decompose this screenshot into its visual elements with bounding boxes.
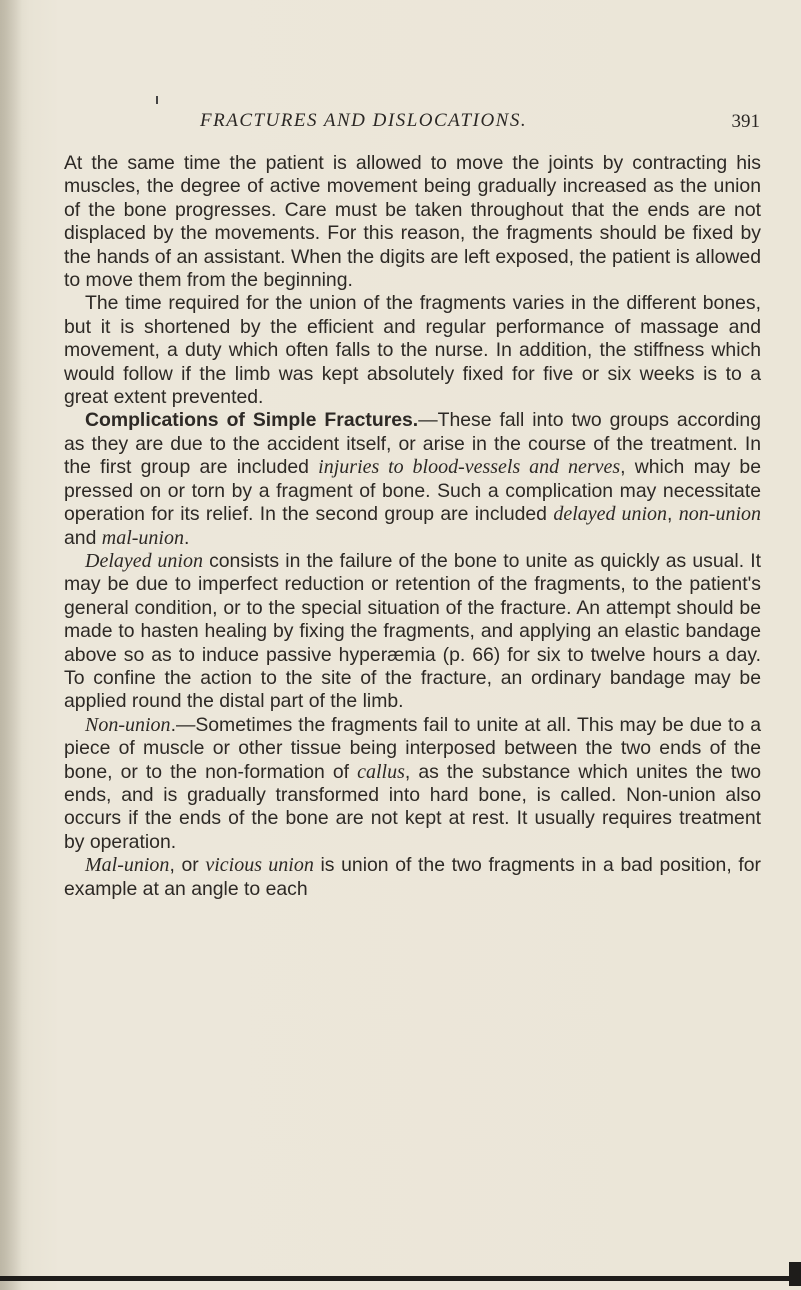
paragraph [64, 714, 761, 854]
text-run: , [667, 503, 679, 526]
italic-term: delayed union [553, 503, 668, 526]
italic-term: Delayed union [85, 549, 203, 572]
text-run: and [64, 526, 102, 549]
text-run: , as the substance which unites the two ends, and is gradually transformed into hard bone, is called. Non-union also occurs if the ends of the bone are not kept at rest. It usually requires treatment by operation. [64, 760, 761, 853]
italic-term: non-union [678, 503, 761, 526]
text-run: .—Sometimes the fragments fail to unite at all. This may be due to a piece of muscle or other tissue being interposed between the two ends of the bone, or to the non-formation of [64, 713, 761, 783]
page-number: 391 [731, 111, 760, 132]
italic-term: callus [357, 760, 405, 783]
text-run: , or [169, 854, 206, 877]
print-mark [156, 96, 158, 104]
italic-term: mal-union [101, 526, 184, 549]
italic-term: Mal-union [85, 854, 170, 877]
text-run: , which may be pressed on or torn by a fragment of bone. Such a complication may necessitate operation for its relief. In the second group are included [64, 456, 761, 526]
body-text [64, 152, 761, 901]
paragraph: At the same time the patient is allowed to move the joints by contracting his muscles, the degree of active movement being gradually increased as the union of the bone progresses. Care must be taken throughout that the ends are not displaced by the movements. For this reason, the fragments should be fixed by the hands of an assistant. When the digits are left exposed, the patient is allowed to move them from the beginning. [64, 152, 761, 292]
paragraph: The time required for the union of the fragments varies in the different bones, but it is shortened by the efficient and regular performance of massage and movement, a duty which often falls to the nurse. In addition, the stiffness which would follow if the limb was kept absolutely fixed for five or six weeks is to a great extent prevented. [64, 292, 761, 409]
text-run: consists in the failure of the bone to unite as quickly as usual. It may be due to imperfect reduction or retention of the fragments, to the patient's general condition, or to the special situation of the fracture. An attempt should be made to hasten healing by fixing the fragments, and applying an elastic bandage above so as to induce passive hyperæmia (p. 66) for six to twelve hours a day. To confine the action to the site of the fracture, an ordinary bandage may be applied round the distal part of the limb. [64, 549, 761, 713]
bottom-edge-rule [0, 1276, 801, 1281]
binding-shadow [0, 0, 22, 1290]
running-head: FRACTURES AND DISLOCATIONS. [200, 110, 528, 131]
corner-mark [789, 1262, 801, 1286]
paragraph [64, 550, 761, 714]
paragraph [64, 409, 761, 549]
italic-term: vicious union [205, 854, 314, 877]
section-heading: Complications of Simple Fractures. [85, 409, 419, 432]
paragraph [64, 854, 761, 901]
italic-term: injuries to blood-vessels and nerves [318, 456, 621, 479]
page-header [200, 110, 760, 140]
text-run: . [183, 526, 190, 549]
text-run: —These fall into two groups according as they are due to the accident itself, or arise in the course of the treatment. In the first group are included [64, 409, 762, 479]
text-run: is union of the two fragments in a bad position, for example at an angle to each [64, 854, 761, 900]
italic-term: Non-union [85, 713, 171, 736]
